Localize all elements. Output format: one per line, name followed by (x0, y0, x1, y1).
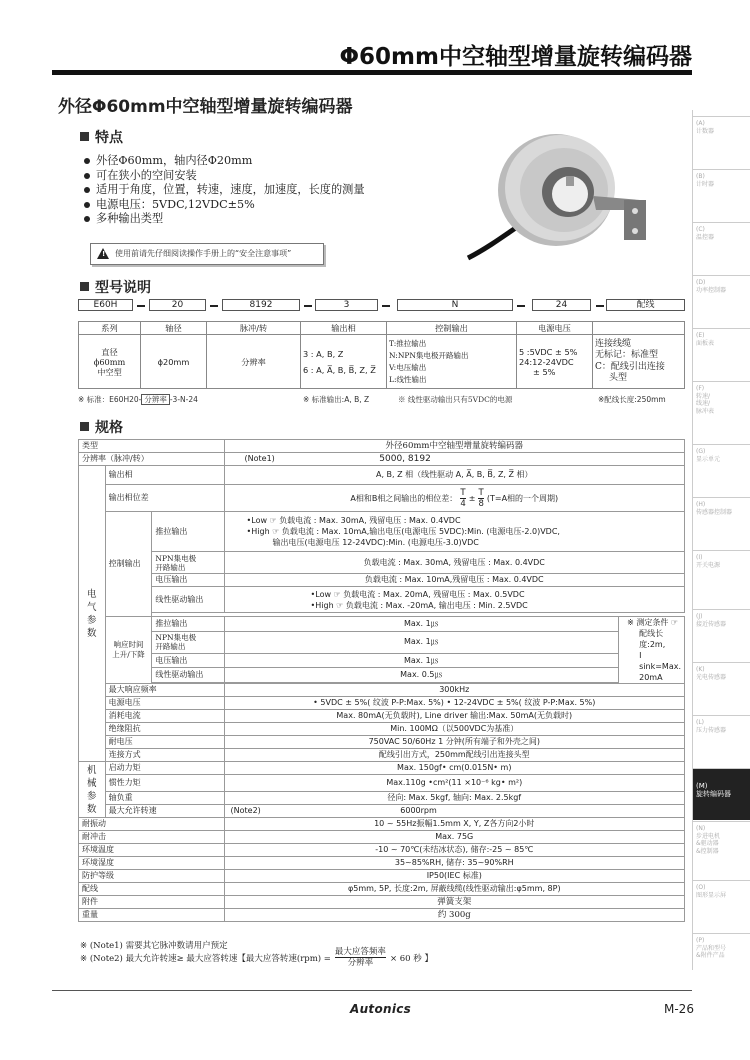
sidebar-code: (P) (696, 937, 705, 944)
model-pulse-cell: 分辨率 (207, 335, 301, 389)
spec-value: Max. 75G (224, 831, 684, 844)
spec-label: 启动力矩 (105, 762, 224, 775)
spec-line: ※ 测定条件 ☞ (627, 618, 679, 627)
specs-heading: 规格 (80, 417, 123, 437)
sidebar-item-stepper-motor[interactable] (693, 821, 750, 879)
sidebar-item-panel-meter[interactable] (693, 328, 750, 380)
sidebar-item-proximity-sensor[interactable] (693, 609, 750, 661)
spec-label: 环境温度 (79, 844, 225, 857)
spec-label: 最大允许转速 (105, 805, 224, 818)
model-note-box: 分辨率 (141, 394, 170, 405)
spec-row (79, 831, 685, 844)
square-bullet-icon (80, 132, 89, 141)
spec-label: 防护等级 (79, 870, 225, 883)
spec-value: Max. 0.5㎲ (224, 668, 619, 683)
spec-row (79, 775, 685, 792)
spec-value: Max. 150gf• cm(0.015N• m) (224, 762, 684, 775)
model-dash (517, 305, 525, 307)
spec-row (79, 749, 685, 762)
spec-value: 35~85%RH, 储存: 35~90%RH (224, 857, 684, 870)
spec-label: 输出相 (105, 466, 224, 485)
fraction (460, 488, 465, 509)
model-col-header: 轴径 (141, 322, 207, 335)
frac-num: T (478, 487, 484, 498)
spec-row (79, 857, 685, 870)
sidebar-code: (F) (696, 385, 705, 392)
spec-row (79, 684, 685, 697)
spec-row (79, 453, 685, 466)
model-note-driver: ※ 线性驱动输出只有5VDC的电源 (398, 395, 513, 404)
spec-line: 配线长度:2m, (639, 629, 666, 649)
spec-row (79, 466, 685, 485)
spec-label: 类型 (79, 440, 225, 453)
specs-table (78, 439, 685, 922)
spec-row (79, 883, 685, 896)
feature-item: 多种输出类型 (84, 212, 365, 227)
brand-logo: Autonics (350, 1002, 412, 1016)
spec-group-electrical: 电 气 参 数 (79, 466, 106, 762)
model-col-header: 控制输出 (387, 322, 517, 335)
sidebar-label: 显示单元 (696, 455, 721, 463)
sidebar-code: (H) (696, 501, 706, 508)
spec-text: ± (468, 493, 476, 503)
spec-sublabel: 推拉输出 (152, 512, 224, 552)
model-phase-cell (301, 335, 387, 389)
spec-label: 重量 (79, 909, 225, 922)
sidebar-label: 转速/ 线速/ 脉冲表 (696, 392, 715, 415)
sidebar-label: 传感器控制器 (696, 508, 733, 516)
sidebar-label: 产品和型号 &附件产品 (696, 944, 727, 959)
page-heading: 外径Φ60mm中空轴型增量旋转编码器 (58, 97, 353, 117)
sidebar-item-sensor-controller[interactable] (693, 497, 750, 549)
spec-value: Max. 80mA(无负载时), Line driver 输出:Max. 50mA(无负载时) (224, 710, 684, 723)
spec-row (79, 805, 685, 818)
model-body-row (79, 335, 685, 389)
spec-sublabel: 推拉输出 (152, 617, 224, 632)
model-note-standard (78, 394, 198, 405)
spec-note: (Note2) (224, 805, 322, 818)
sidebar-code: (C) (696, 226, 705, 233)
fraction (335, 947, 386, 968)
model-control-option: L:线性输出 (389, 374, 427, 384)
spec-value: 5000, 8192 (322, 453, 684, 466)
model-wiring-option: 连接线缆 (595, 338, 632, 349)
frac-den: 4 (460, 498, 466, 509)
frac-den: 分辨率 (347, 958, 374, 968)
category-sidebar (692, 110, 750, 970)
spec-label: 电源电压 (105, 697, 224, 710)
frac-den: 8 (478, 498, 484, 509)
model-dash (382, 305, 390, 307)
model-note-text: ※ 标准：E60H20- (78, 395, 142, 404)
model-dash (304, 305, 312, 307)
spec-label: 耐冲击 (79, 831, 225, 844)
spec-value: -10 ~ 70℃(未结冰状态), 储存:-25 ~ 85℃ (224, 844, 684, 857)
sidebar-label: 光电传感器 (696, 673, 727, 681)
frac-num: T (460, 487, 466, 498)
model-shaft-cell: ϕ20mm (141, 335, 207, 389)
header-rule (52, 70, 692, 75)
spec-sublabel: 线性驱动输出 (152, 668, 224, 683)
spec-row (79, 574, 685, 587)
model-heading: 型号说明 (80, 277, 151, 297)
spec-value: Max. 1㎲ (224, 653, 619, 668)
sidebar-item-temp-controller[interactable] (693, 222, 750, 274)
spec-value: Max.110g •cm²(11 ×10⁻⁶ kg• m²) (224, 775, 684, 792)
spec-row (79, 818, 685, 831)
spec-label: 控制输出 (105, 512, 152, 617)
model-dash (210, 305, 218, 307)
model-col-header (593, 322, 685, 335)
sidebar-label: 开关电源 (696, 561, 721, 569)
sidebar-label: 旋转编码器 (696, 789, 731, 798)
model-control-cell (387, 335, 517, 389)
sidebar-label: 面板表 (696, 339, 715, 347)
model-wiring-cell (593, 335, 685, 389)
sidebar-item-products-index[interactable] (693, 933, 750, 969)
sidebar-code: (D) (696, 279, 706, 286)
spec-label: 轴负重 (105, 792, 224, 805)
model-col-header: 输出相 (301, 322, 387, 335)
sidebar-item-display-unit[interactable] (693, 444, 750, 496)
model-code-pulse: 8192 (222, 299, 300, 311)
spec-text: A相和B相之间输出的相位差： (350, 493, 458, 503)
spec-row (79, 485, 685, 512)
model-code-series: E60H (78, 299, 133, 311)
spec-value: φ5mm, 5P, 长度:2m, 屏蔽线缆(线性驱动输出:φ5mm, 8P) (224, 883, 684, 896)
spec-group-mechanical: 机 械 参 数 (79, 762, 106, 818)
spec-value: 负载电流 : Max. 10mA,残留电压 : Max. 0.4VDC (224, 574, 684, 587)
spec-value: Min. 100MΩ（以500VDC为基准） (224, 723, 684, 736)
spec-value: IP50(IEC 标准) (224, 870, 684, 883)
sidebar-item-photo-sensor[interactable] (693, 662, 750, 714)
sidebar-label: 图形显示屏 (696, 891, 727, 899)
model-power-option: ± 5% (533, 366, 556, 377)
spec-line: •High ☞ 负载电流 : Max. -20mA, 输出电压 : Min. 2.5VDC (310, 600, 528, 610)
spec-label: 环境湿度 (79, 857, 225, 870)
features-heading: 特点 (80, 127, 123, 147)
model-wiring-option: 无标记：标准型 (595, 350, 659, 360)
spec-value (224, 587, 684, 613)
model-control-option: N:NPN集电极开路输出 (389, 350, 469, 360)
spec-row (79, 844, 685, 857)
footnote-1: ※ (Note1) 需要其它脉冲数请用户预定 (80, 941, 228, 951)
spec-label: 响应时间 上升/下降 (105, 617, 152, 684)
model-col-header: 脉冲/转 (207, 322, 301, 335)
spec-line: •High ☞ 负载电流 : Max. 10mA,输出电压(电源电压 5VDC):Min. (电源电压-2.0)VDC, (246, 527, 560, 536)
sidebar-code: (I) (696, 554, 703, 561)
sidebar-item-tacho-meter[interactable] (693, 381, 750, 433)
spec-value: 300kHz (224, 684, 684, 697)
model-code-phase: 3 (315, 299, 378, 311)
sidebar-label: 计数器 (696, 127, 715, 135)
square-bullet-icon (80, 422, 89, 431)
spec-row (79, 587, 685, 613)
model-header-row (79, 322, 685, 335)
spec-value (224, 512, 684, 552)
sidebar-code: (E) (696, 332, 705, 339)
model-table (78, 321, 685, 389)
sidebar-code: (G) (696, 448, 706, 455)
model-note-cable: ※配线长度:250mm (598, 395, 666, 404)
spec-label: 附件 (79, 896, 225, 909)
spec-row (79, 723, 685, 736)
feature-list (84, 154, 365, 227)
sidebar-label: 功率控制器 (696, 286, 727, 294)
sidebar-code: (K) (696, 666, 705, 673)
spec-label: 惯性力矩 (105, 775, 224, 792)
model-phase-option: 3 : A, B, Z (303, 348, 344, 359)
spec-label: 配线 (79, 883, 225, 896)
spec-value: 10 ~ 55Hz振幅1.5mm X, Y, Z各方向2小时 (224, 818, 684, 831)
model-wiring-option: C：配线引出连接 (595, 361, 665, 372)
model-code-wiring: 配线 (606, 299, 685, 311)
footnote-text: × 60 秒 】 (389, 953, 433, 964)
spec-sublabel: NPN集电极 开路输出 (152, 552, 224, 574)
spec-row (79, 909, 685, 922)
spec-row (79, 552, 685, 574)
spec-value: Max. 1㎲ (224, 617, 619, 632)
sidebar-label: 接近传感器 (696, 620, 727, 628)
sidebar-item-rotary-encoder[interactable] (693, 768, 750, 820)
spec-row (79, 440, 685, 453)
spec-value: 配线引出方式，250mm配线引出连接头型 (224, 749, 684, 762)
feature-item: 可在狭小的空间安装 (84, 169, 365, 184)
spec-line: •Low ☞ 负载电流 : Max. 20mA, 残留电压 : Max. 0.5VDC (310, 589, 525, 599)
spec-label: 连接方式 (105, 749, 224, 762)
spec-response-note (619, 617, 685, 684)
spec-label: 输出相位差 (105, 485, 224, 512)
sidebar-code: (A) (696, 120, 705, 127)
spec-row (79, 697, 685, 710)
sidebar-item-pressure-sensor[interactable] (693, 715, 750, 767)
footnote-text: ※ (Note2) 最大允许转速≥ 最大应答转速【最大应答转速(rpm) = (80, 953, 331, 964)
model-control-option: V:电压输出 (389, 362, 427, 372)
sidebar-code: (L) (696, 719, 705, 726)
spec-value: 约 300g (224, 909, 684, 922)
spec-value: Max. 1㎲ (224, 631, 619, 653)
model-power-option: 24:12-24VDC (519, 356, 574, 367)
spec-row (79, 668, 685, 683)
sidebar-item-timer[interactable] (693, 169, 750, 221)
spec-value: 750VAC 50/60Hz 1 分钟(所有端子和外壳之间) (224, 736, 684, 749)
spec-sublabel: NPN集电极 开路输出 (152, 631, 224, 653)
spec-value: 外径60mm中空轴型增量旋转编码器 (224, 440, 684, 453)
model-dash (137, 305, 145, 307)
spec-label: 分辨率（脉冲/转） (79, 453, 225, 466)
sidebar-code: (J) (696, 613, 703, 620)
spec-row (79, 631, 685, 653)
sidebar-item-counter[interactable] (693, 116, 750, 168)
sidebar-label: 温控器 (696, 233, 715, 241)
sidebar-item-graphic-panel[interactable] (693, 880, 750, 932)
spec-sublabel: 线性驱动输出 (152, 587, 224, 613)
model-col-header: 电源电压 (517, 322, 593, 335)
footnote-2 (80, 947, 433, 968)
spec-row (79, 870, 685, 883)
sidebar-code: (O) (696, 884, 706, 891)
model-wiring-option: 头型 (609, 373, 628, 383)
model-power-cell (517, 335, 593, 389)
fraction (478, 488, 483, 509)
model-code-power: 24 (532, 299, 591, 311)
sidebar-item-power-supply[interactable] (693, 550, 750, 608)
model-note-output: ※ 标准输出:A, B, Z (303, 395, 370, 404)
frac-num: 最大应答频率 (334, 947, 386, 957)
feature-item: 适用于角度，位置，转速，速度，加速度，长度的测量 (84, 183, 365, 198)
feature-item: 外径Φ60mm，轴内径Φ20mm (84, 154, 365, 169)
model-control-option: T:推拉输出 (389, 338, 427, 348)
model-code-control: N (397, 299, 513, 311)
spec-value (224, 485, 684, 512)
model-power-option: 5 :5VDC ± 5% (519, 346, 578, 357)
sidebar-item-power-controller[interactable] (693, 275, 750, 327)
sidebar-code: (B) (696, 173, 705, 180)
spec-label: 耐电压 (105, 736, 224, 749)
spec-value: 负载电流 : Max. 30mA, 残留电压 : Max. 0.4VDC (224, 552, 684, 574)
spec-row (79, 617, 685, 632)
model-series-cell: 直径 ϕ60mm 中空型 (79, 335, 141, 389)
sidebar-code: (M) (696, 782, 708, 790)
spec-label: 最大响应频率 (105, 684, 224, 697)
square-bullet-icon (80, 282, 89, 291)
spec-row (79, 710, 685, 723)
spec-value: 弹簧支架 (224, 896, 684, 909)
spec-sublabel: 电压输出 (152, 574, 224, 587)
spec-note: (Note1) (224, 453, 322, 466)
sidebar-label: 压力传感器 (696, 726, 727, 734)
model-dash (596, 305, 604, 307)
spec-label: 绝缘阻抗 (105, 723, 224, 736)
encoder-photo (458, 118, 678, 268)
spec-value: A, B, Z 相（线性驱动 A, A̅, B, B̅, Z, Z̅ 相） (224, 466, 684, 485)
page-header-title: Φ60mm中空轴型增量旋转编码器 (339, 44, 692, 70)
footer-rule (52, 990, 692, 991)
model-note-text: -3-N-24 (169, 395, 198, 404)
spec-line: 输出电压(电源电压 12-24VDC):Min. (电源电压-3.0)VDC (272, 538, 479, 547)
spec-text: (T=A相的一个周期) (486, 493, 559, 503)
spec-line: I sink=Max. 20mA (639, 651, 682, 682)
spec-row (79, 762, 685, 775)
spec-row (79, 653, 685, 668)
spec-line: •Low ☞ 负载电流 : Max. 30mA, 残留电压 : Max. 0.4VDC (246, 516, 461, 525)
model-phase-option: 6 : A, A̅, B, B̅, Z, Z̅ (303, 364, 376, 375)
warning-icon: ! (97, 248, 109, 259)
spec-sublabel: 电压输出 (152, 653, 224, 668)
model-col-header: 系列 (79, 322, 141, 335)
spec-label: 消耗电流 (105, 710, 224, 723)
spec-value: • 5VDC ± 5%( 纹波 P-P:Max. 5%) • 12-24VDC ± 5%( 纹波 P-P:Max. 5%) (224, 697, 684, 710)
spec-value: 径向: Max. 5kgf, 轴向: Max. 2.5kgf (224, 792, 684, 805)
page-number: M-26 (664, 1002, 694, 1016)
safety-warning: ! 使用前请先仔细阅读操作手册上的“安全注意事项” (90, 243, 324, 265)
sidebar-label: 计时器 (696, 180, 715, 188)
spec-row (79, 896, 685, 909)
spec-label: 耐振动 (79, 818, 225, 831)
sidebar-label: 步进电机 &驱动器 &控制器 (696, 832, 721, 855)
feature-item: 电源电压：5VDC,12VDC±5% (84, 198, 365, 213)
spec-row (79, 792, 685, 805)
model-code-shaft: 20 (149, 299, 206, 311)
spec-value: 6000rpm (322, 805, 684, 818)
sidebar-code: (N) (696, 825, 706, 832)
spec-row (79, 736, 685, 749)
spec-row (79, 512, 685, 552)
